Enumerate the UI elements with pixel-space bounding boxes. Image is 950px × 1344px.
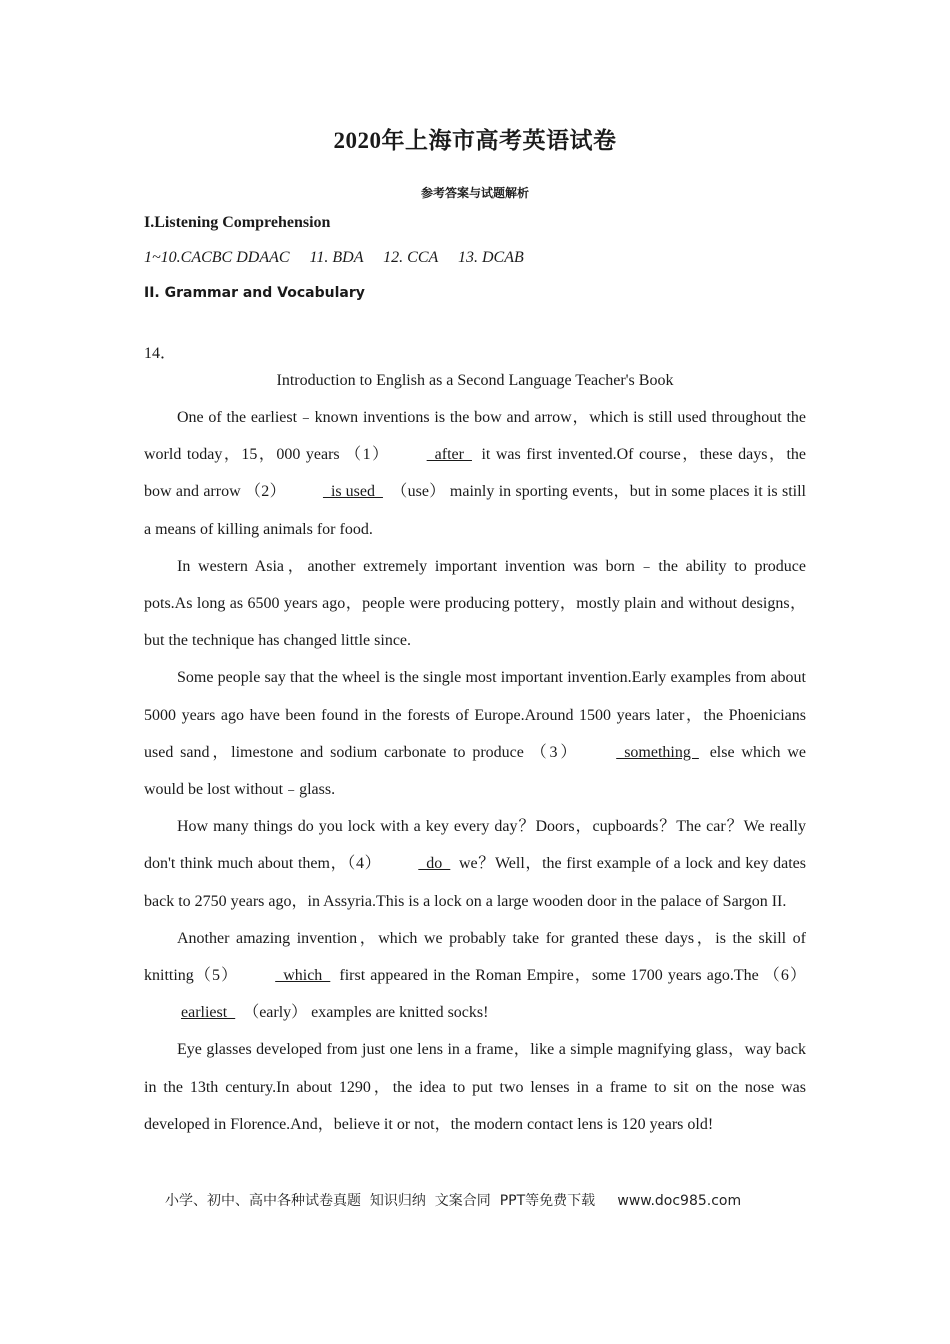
paragraph-text: we？Well，the first example of a lock and key dates back to 2750 years ago，in Assyria.This is a lock on a large wooden door in the palace of Sargon II. <box>144 855 806 910</box>
answer-blank-4: do <box>418 855 451 873</box>
passage-title: Introduction to English as a Second Language Teacher's Book <box>276 372 674 389</box>
page-footer: 小学、初中、高中各种试卷真题 知识归纳 文案合同 PPT等免费下载 www.doc985.com <box>165 1193 742 1209</box>
answer-blank-6: earliest <box>181 1004 236 1022</box>
paragraph-text: first appeared in the Roman Empire，some 1700 years ago.The （6） <box>334 967 806 985</box>
paragraph-3 <box>144 659 806 808</box>
paragraph-text: How many things do you lock with a key every day？Doors，cupboards？The car？We really don't think much about them，（4） <box>144 818 806 873</box>
section-listening-heading: I.Listening Comprehension <box>144 214 331 231</box>
question-number: 14． <box>144 345 177 362</box>
paragraph-2 <box>144 548 806 660</box>
paragraph-text: else which we would be lost without﹣glass. <box>144 743 806 799</box>
paragraph-1 <box>144 399 806 548</box>
document-title: 2020年上海市高考英语试卷 <box>333 128 617 153</box>
paragraph-text: （use） mainly in sporting events，but in some places it is still a means of killing animals for food. <box>144 483 806 538</box>
passage-body <box>144 399 806 1143</box>
paragraph-text: In western Asia，another extremely important invention was born﹣the ability to produce pots.As long as 6500 years ago，people were producing pottery，mostly plain and without designs，but the technique has changed little since. <box>144 557 806 650</box>
paragraph-text: Some people say that the wheel is the single most important invention.Early examples from about 5000 years ago have been found in the forests of Europe.Around 1500 years later，the Phoenicians used sand，limestone and sodium carbonate to produce （3） <box>144 669 806 761</box>
paragraph-text: （early） examples are knitted socks! <box>239 1004 489 1022</box>
answer-blank-1: after <box>426 446 472 464</box>
paragraph-text: Another amazing invention，which we probably take for granted these days，is the skill of knitting（5） <box>144 929 806 985</box>
document-subtitle: 参考答案与试题解析 <box>420 186 529 200</box>
paragraph-5 <box>144 920 806 1032</box>
answer-blank-5: which <box>275 967 331 985</box>
answer-blank-3: something <box>616 743 699 761</box>
section-grammar-heading: II. Grammar and Vocabulary <box>144 285 365 301</box>
paragraph-6 <box>144 1031 806 1143</box>
listening-answers: 1~10.CACBC DDAAC 11. BDA 12. CCA 13. DCAB <box>144 249 524 266</box>
paragraph-text: Eye glasses developed from just one lens in a frame，like a simple magnifying glass，way back in the 13th century.In about 1290，the idea to put two lenses in a frame to sit on the nose was developed in Florence.And，believe it or not，the modern contact lens is 120 years old! <box>144 1041 806 1133</box>
paragraph-4 <box>144 808 806 920</box>
paragraph-text: it was first invented.Of course，these days，the bow and arrow （2） <box>144 446 806 501</box>
answer-blank-2: is used <box>322 483 383 501</box>
paragraph-text: One of the earliest﹣known inventions is the bow and arrow，which is still used throughout the world today，15，000 years （1） <box>144 409 806 464</box>
